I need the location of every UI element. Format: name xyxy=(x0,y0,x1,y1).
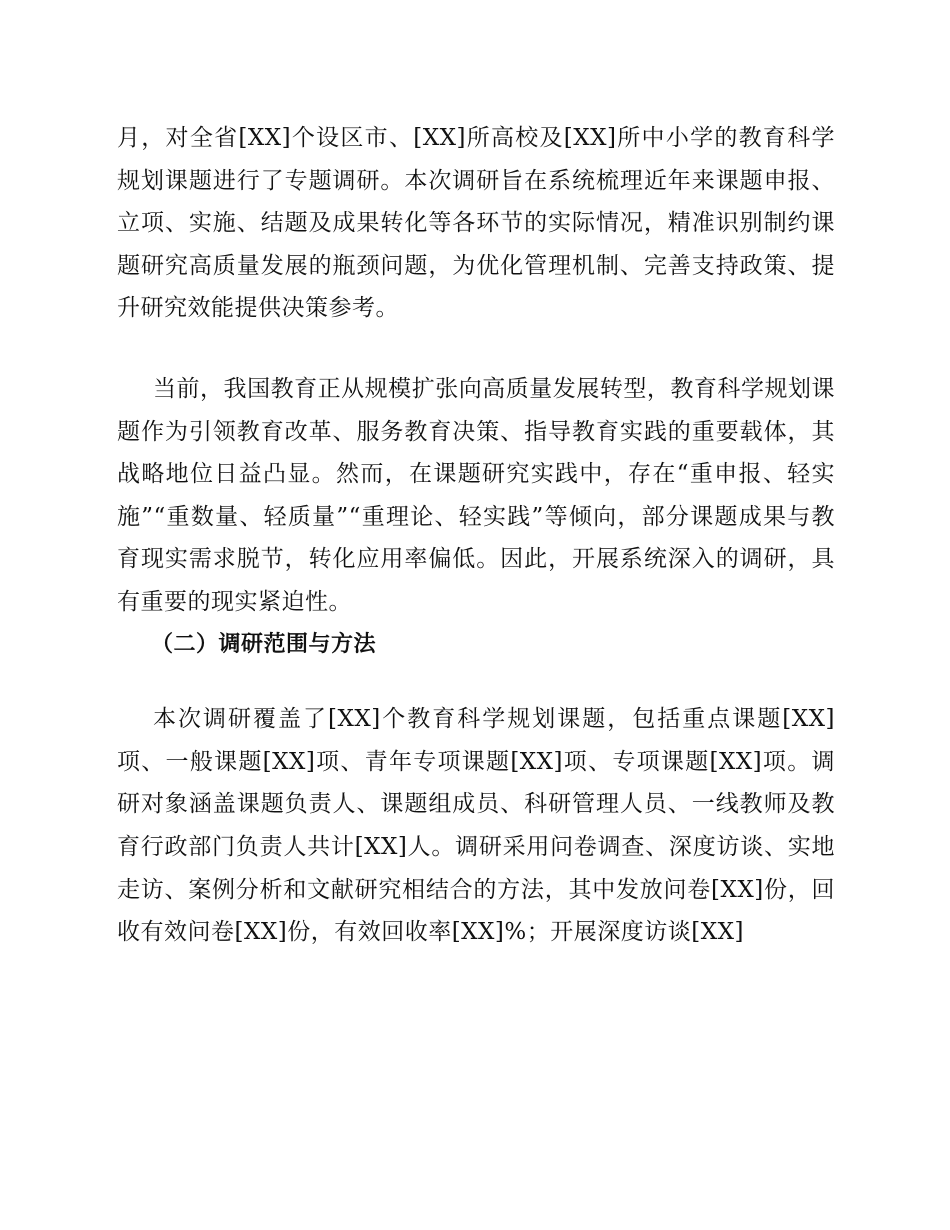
paragraph-continued: 月，对全省[XX]个设区市、[XX]所高校及[XX]所中小学的教育科学规划课题进行了专题调研。本次调研旨在系统梳理近年来课题申报、立项、实施、结题及成果转化等各环节的实际情况，精准识别制约课题研究高质量发展的瓶颈问题，为优化管理机制、完善支持政策、提升研究效能提供决策参考。 xyxy=(117,125,835,322)
paragraph-background: 当前，我国教育正从规模扩张向高质量发展转型，教育科学规划课题作为引领教育改革、服务教育决策、指导教育实践的重要载体，其战略地位日益凸显。然而，在课题研究实践中，存在“重申报、轻实施”“重数量、轻质量”“重理论、轻实践”等倾向，部分课题成果与教育现实需求脱节，转化应用率偏低。因此，开展系统深入的调研，具有重要的现实紧迫性。 xyxy=(117,375,835,615)
document-body xyxy=(117,117,835,954)
section-heading: （二）调研范围与方法 xyxy=(151,631,377,657)
paragraph-scope-methods: 本次调研覆盖了[XX]个教育科学规划课题，包括重点课题[XX]项、一般课题[XX]项、青年专项课题[XX]项、专项课题[XX]项。调研对象涵盖课题负责人、课题组成员、科研管理人员、一线教师及教育行政部门负责人共计[XX]人。调研采用问卷调查、深度访谈、实地走访、案例分析和文献研究相结合的方法，其中发放问卷[XX]份，回收有效问卷[XX]份，有效回收率[XX]%；开展深度访谈[XX] xyxy=(117,706,835,946)
